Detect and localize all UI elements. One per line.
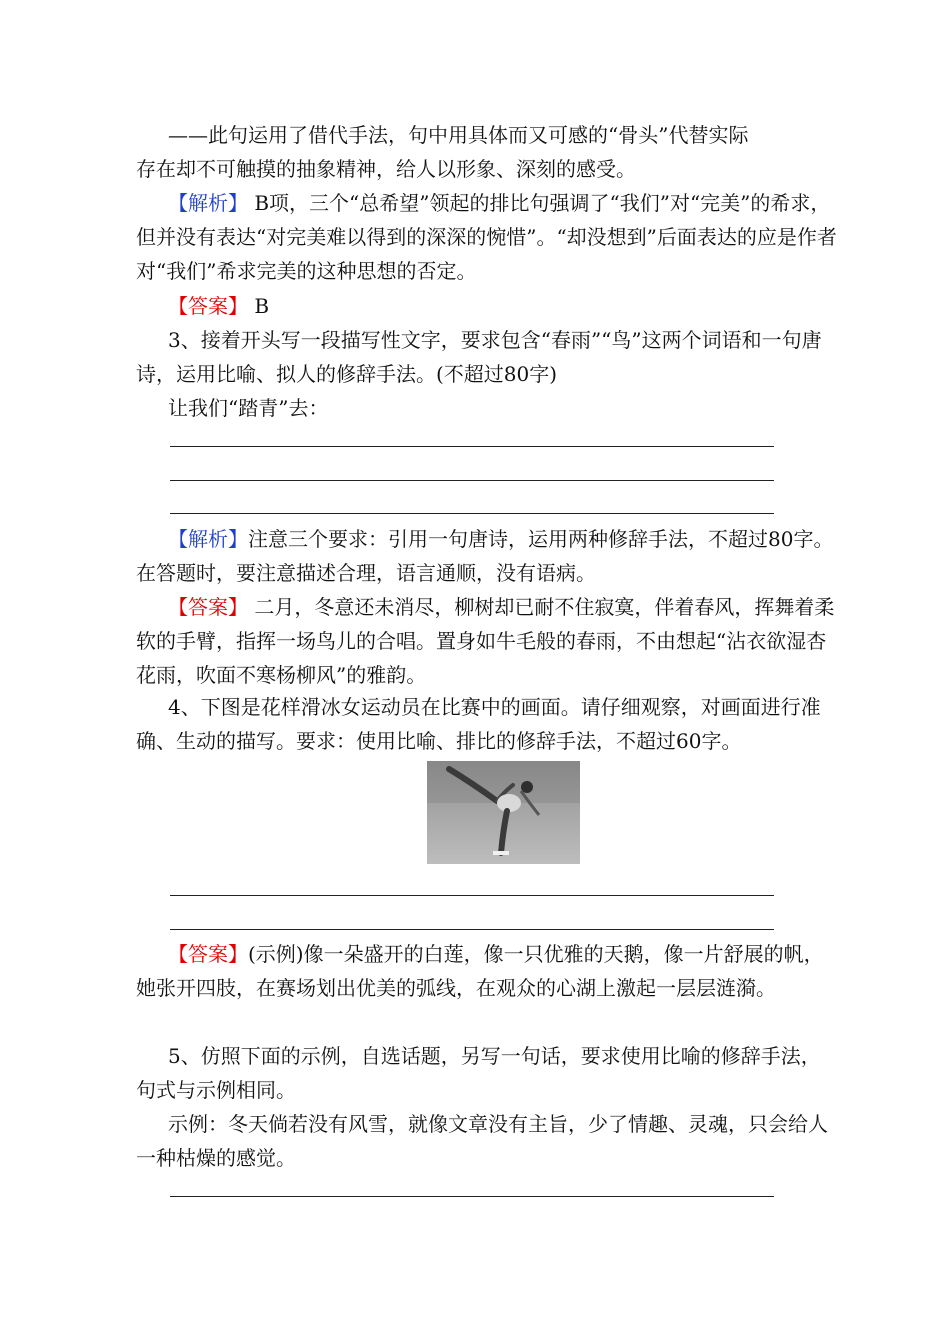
answer-text: (示例)像一朵盛开的白莲，像一只优雅的天鹅，像一片舒展的帆，她张开四肢，在赛场划出优美的弧线，在观众的心湖上激起一层层涟漪。 [136,942,824,1000]
answer-line [170,513,774,514]
question-5-text: 5、仿照下面的示例，自选话题，另写一句话，要求使用比喻的修辞手法，句式与示例相同。 [136,1044,821,1102]
answer1 [136,289,840,323]
answer-line [170,1196,774,1197]
analysis3 [136,522,840,590]
question-3-prompt: 让我们“踏青”去： [168,396,329,420]
answer-line [170,446,774,447]
analysis-text: B项，三个“总希望”领起的排比句强调了“我们”对“完美”的希求，但并没有表达“对完美难以得到的深深的惋惜”。“却没想到”后面表达的应是作者对“我们”希求完美的这种思想的否定。 [136,191,837,283]
analysis-tag: 【解析】 [168,527,248,551]
answer4 [136,937,840,1005]
analysis-tag: 【解析】 [168,191,248,215]
question-4 [136,690,840,758]
question-4-text: 4、下图是花样滑冰女运动员在比赛中的画面。请仔细观察，对画面进行准确、生动的描写。要求：使用比喻、排比的修辞手法，不超过60字。 [136,695,821,753]
answer-text: B [248,294,270,318]
question-3-text: 3、接着开头写一段描写性文字，要求包含“春雨”“鸟”这两个词语和一句唐诗，运用比喻、拟人的修辞手法。(不超过80字) [136,328,822,386]
answer-tag: 【答案】 [168,942,248,966]
block1-line2: 存在却不可触摸的抽象精神，给人以形象、深刻的感受。 [136,157,636,181]
question-5-example: 示例：冬天倘若没有风雪，就像文章没有主旨，少了情趣、灵魂，只会给人一种枯燥的感觉。 [136,1112,828,1170]
figure-skater-image [427,761,580,864]
figure-skater-icon [427,761,580,864]
question-5 [136,1039,840,1175]
answer-line [170,895,774,896]
analysis-text: 注意三个要求：引用一句唐诗，运用两种修辞手法，不超过80字。在答题时，要注意描述合理，语言通顺，没有语病。 [136,527,834,585]
block1-line1: ——此句运用了借代手法，句中用具体而又可感的“骨头”代替实际 [168,123,749,147]
question-3 [136,323,840,425]
answer-line [170,929,774,930]
answer-text: 二月，冬意还未消尽，柳树却已耐不住寂寞，伴着春风，挥舞着柔软的手臂，指挥一场鸟儿的合唱。置身如牛毛般的春雨，不由想起“沾衣欲湿杏花雨，吹面不寒杨柳风”的雅韵。 [136,595,835,687]
answer-tag: 【答案】 [168,595,248,619]
answer-tag: 【答案】 [168,294,248,318]
answer3 [136,590,840,692]
block1 [136,118,840,186]
analysis1 [136,186,840,288]
answer-line [170,480,774,481]
